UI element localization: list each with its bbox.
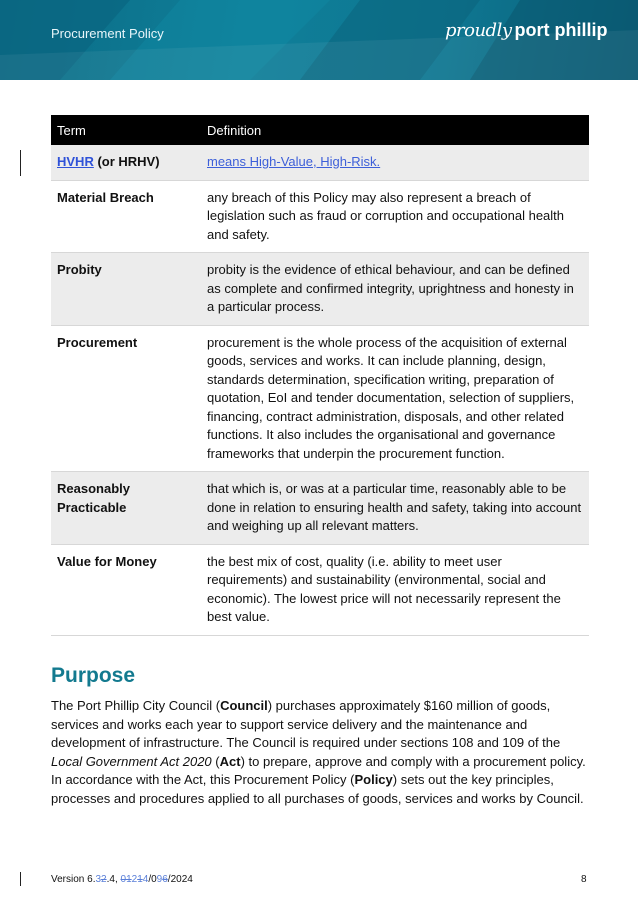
paragraph-text: ( xyxy=(211,753,220,769)
table-row xyxy=(51,253,589,326)
definition-cell xyxy=(201,145,589,180)
version-text: Version 6. xyxy=(51,874,96,885)
document-title: Procurement Policy xyxy=(51,26,164,41)
date-text: /2024 xyxy=(167,874,193,885)
definition-cell: procurement is the whole process of the acquisition of external goods, services and works. It can include planning, design, standards determination, specification writing, preparation of quotation, EoI and tender documentation, selection of suppliers, financing, contract administration, disposals, and other related functions. It also includes the organisational and governance frameworks that underpin the procurement function. xyxy=(201,325,589,472)
term-cell: Material Breach xyxy=(51,180,201,253)
definition-cell: that which is, or was at a particular time, reasonably able to be done in relation to ensuring health and safety, taking into account and weighing up all relevant matters. xyxy=(201,472,589,545)
version-text: 4 xyxy=(109,874,115,885)
definition-cell: any breach of this Policy may also represent a breach of legislation such as fraud or corruption and occupational health and safety. xyxy=(201,180,589,253)
definitions-table xyxy=(51,115,589,636)
date-revision-new: 9 xyxy=(156,874,163,885)
term-cell: Probity xyxy=(51,253,201,326)
version-text: . xyxy=(106,874,110,885)
page-number: 8 xyxy=(581,874,587,885)
paragraph-text: ) purchases approximately $160 million of goods, services and works each year to support service delivery and the maintenance and development of infrastructure. The Council is required under sections 108 and 109 of the xyxy=(51,698,561,751)
definition-cell: probity is the evidence of ethical behaviour, and can be defined as complete and confirmed integrity, uprightness and honesty in a particular process. xyxy=(201,253,589,326)
defined-term-act: Act xyxy=(219,753,241,769)
date-text: /0 xyxy=(148,874,157,885)
date-revision-deleted: 1 xyxy=(137,874,143,885)
logo-bold-text: port phillip xyxy=(514,20,608,40)
table-header-row xyxy=(51,115,589,145)
term-cell xyxy=(51,145,201,180)
logo-script-text: proudly xyxy=(445,20,512,41)
term-link-hvhr[interactable]: HVHR xyxy=(57,154,94,169)
paragraph-text: The Port Phillip City Council ( xyxy=(51,698,221,713)
date-revision-new: 4 xyxy=(142,874,149,885)
table-row xyxy=(51,544,589,635)
page-header xyxy=(0,0,638,80)
table-row xyxy=(51,145,589,180)
date-revision-deleted: 01 xyxy=(120,874,132,885)
section-heading-purpose: Purpose xyxy=(51,664,136,687)
revision-change-bar xyxy=(20,150,21,176)
version-info xyxy=(51,874,193,885)
definition-cell: the best mix of cost, quality (i.e. ability to meet user requirements) and sustainability (environmental, social and economic). The lowest price will not necessarily represent the best value. xyxy=(201,544,589,635)
term-cell: Reasonably Practicable xyxy=(51,472,201,545)
version-text: , xyxy=(114,874,121,885)
table-row xyxy=(51,472,589,545)
term-text: (or HRHV) xyxy=(93,154,160,169)
term-cell: Value for Money xyxy=(51,544,201,635)
version-revision-new: 3 xyxy=(95,874,102,885)
council-logo xyxy=(445,20,608,41)
table-row xyxy=(51,325,589,472)
defined-term-council: Council xyxy=(220,698,268,713)
purpose-paragraph xyxy=(51,697,591,809)
defined-term-policy: Policy xyxy=(354,772,393,788)
version-revision-deleted: 2 xyxy=(101,874,107,885)
column-header-term: Term xyxy=(51,115,201,145)
column-header-definition: Definition xyxy=(201,115,589,145)
date-revision-new: 2 xyxy=(131,874,138,885)
paragraph-text: ) to prepare, approve and comply with a procurement policy. In accordance with the Act, this Procurement Policy ( xyxy=(51,753,586,788)
paragraph-text: ) sets out the key principles, processes and procedures applied to all purchases of goods, services and works by Council. xyxy=(51,772,584,806)
act-title: Local Government Act 2020 xyxy=(51,753,212,769)
table-row xyxy=(51,180,589,253)
revision-change-bar xyxy=(20,872,21,886)
definition-link[interactable]: means High-Value, High-Risk. xyxy=(207,154,381,169)
date-revision-deleted: 6 xyxy=(162,874,168,885)
term-cell: Procurement xyxy=(51,325,201,472)
